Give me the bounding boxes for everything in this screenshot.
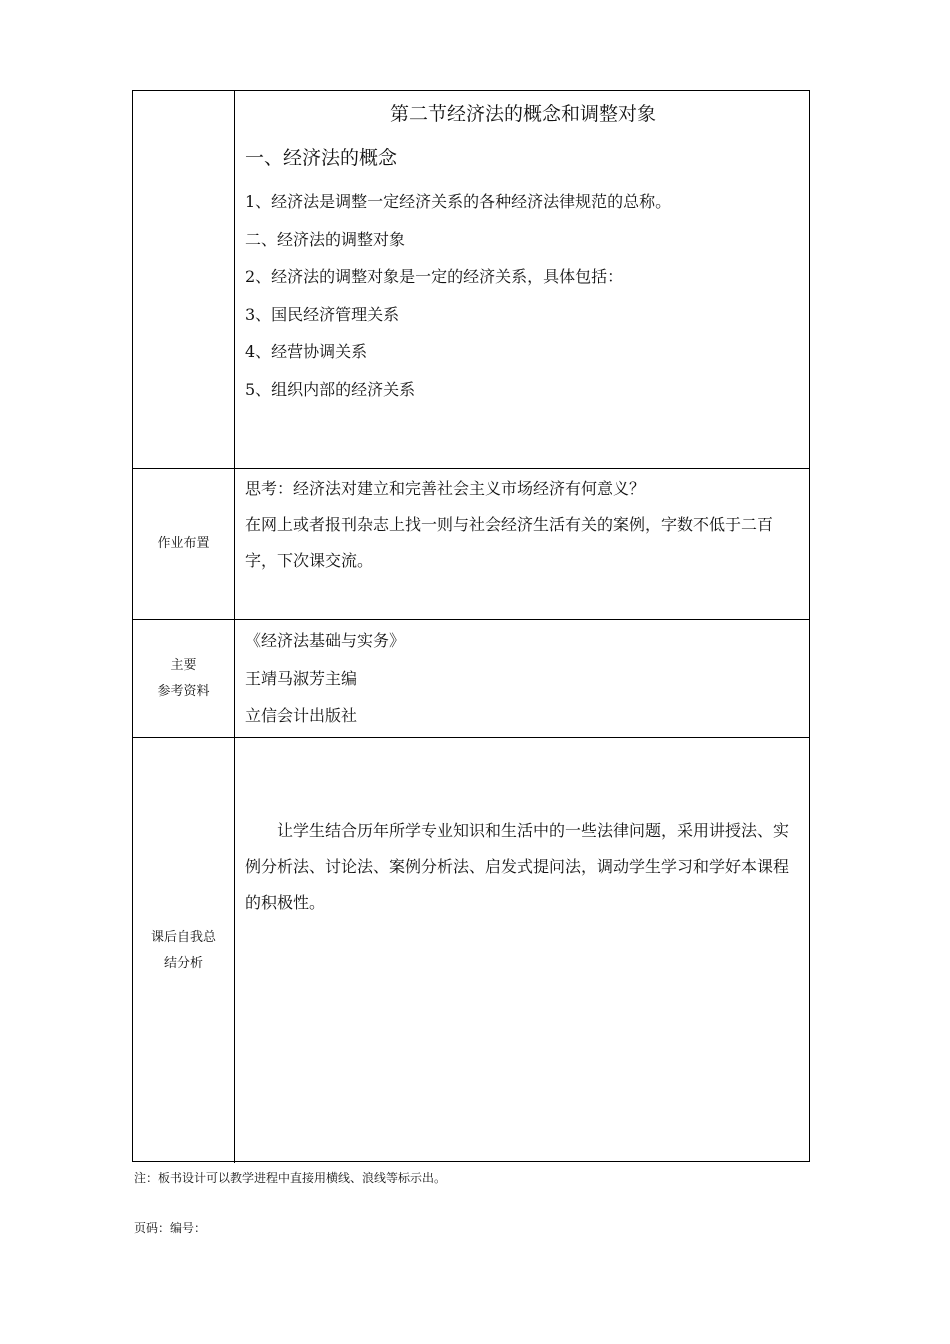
summary-label-line: 结分析 — [163, 955, 203, 971]
reference-line: 立信会计出版社 — [245, 706, 358, 725]
summary-label — [133, 738, 235, 1163]
homework-row — [133, 469, 809, 620]
content-cell — [235, 91, 809, 468]
homework-label: 作业布置 — [133, 469, 235, 619]
section-title: 第二节经济法的概念和调整对象 — [389, 103, 656, 125]
references-label-line: 参考资料 — [157, 683, 210, 699]
content-line: 5、组织内部的经济关系 — [245, 379, 416, 399]
content-line: 二、经济法的调整对象 — [245, 229, 406, 249]
reference-line: 《经济法基础与实务》 — [245, 631, 406, 650]
summary-row — [133, 738, 809, 1163]
reference-line: 王靖马淑芳主编 — [245, 668, 358, 688]
page-footer: 页码：编号： — [134, 1221, 207, 1235]
summary-label-line: 课后自我总 — [150, 929, 216, 945]
summary-text: 让学生结合历年所学专业知识和生活中的一些法律问题，采用讲授法、实例分析法、讨论法、案例分析法、启发式提问法，调动学生学习和学好本课程的积极性。 — [245, 821, 790, 912]
references-label-line: 主要 — [170, 657, 197, 673]
lesson-plan-table — [132, 90, 810, 1162]
section-heading: 一、经济法的概念 — [245, 147, 398, 169]
content-label-cell — [133, 91, 235, 468]
content-line: 2、经济法的调整对象是一定的经济关系，具体包括： — [245, 267, 624, 286]
homework-question: 思考：经济法对建立和完善社会主义市场经济有何意义？ — [245, 479, 646, 498]
homework-task: 在网上或者报刊杂志上找一则与社会经济生活有关的案例，字数不低于二百字，下次课交流。 — [245, 515, 774, 570]
homework-cell — [235, 469, 809, 619]
summary-cell — [235, 738, 809, 1163]
content-line: 4、经营协调关系 — [245, 342, 368, 361]
content-row — [133, 91, 809, 469]
references-cell — [235, 620, 809, 737]
board-design-note: 注：板书设计可以教学进程中直接用横线、浪线等标示出。 — [134, 1171, 447, 1185]
content-line: 3、国民经济管理关系 — [245, 304, 400, 324]
references-row — [133, 620, 809, 738]
content-line: 1、经济法是调整一定经济关系的各种经济法律规范的总称。 — [245, 192, 672, 211]
references-label — [133, 620, 235, 737]
